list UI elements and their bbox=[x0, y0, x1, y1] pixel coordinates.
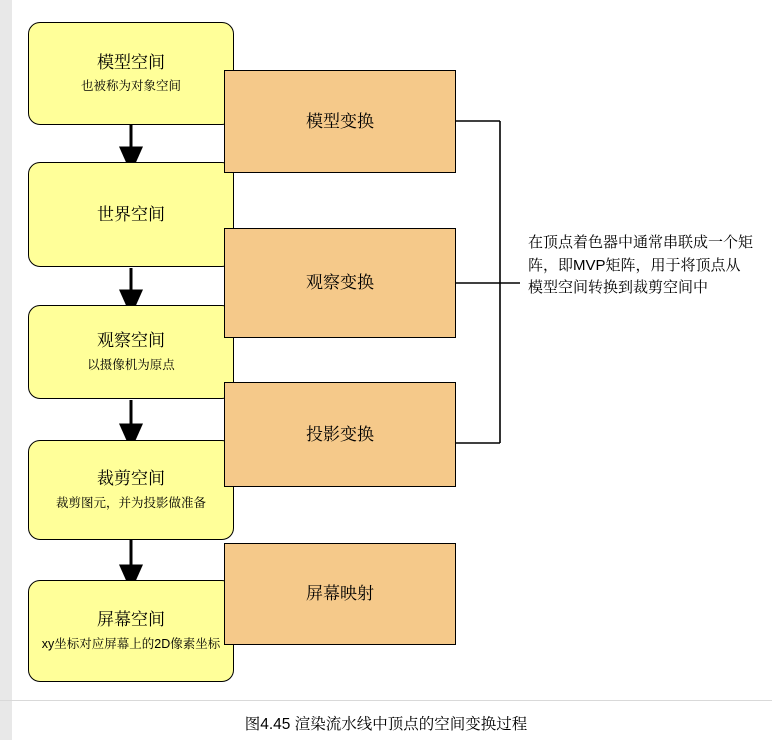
node-title: 屏幕映射 bbox=[306, 584, 374, 604]
node-title: 屏幕空间 bbox=[97, 610, 165, 630]
caption-divider bbox=[0, 700, 772, 701]
node-model-space bbox=[28, 22, 234, 125]
node-title: 模型空间 bbox=[97, 52, 165, 72]
left-edge-band bbox=[0, 0, 12, 740]
node-projection-transform bbox=[224, 382, 456, 487]
node-screen-mapping bbox=[224, 543, 456, 645]
node-clip-space bbox=[28, 440, 234, 540]
node-subtitle: 也被称为对象空间 bbox=[80, 79, 181, 94]
node-view-transform bbox=[224, 228, 456, 338]
figure-caption: 图4.45 渲染流水线中顶点的空间变换过程 bbox=[244, 716, 528, 733]
node-title: 观察变换 bbox=[306, 273, 374, 293]
node-title: 投影变换 bbox=[306, 424, 374, 444]
node-title: 观察空间 bbox=[97, 331, 165, 351]
node-subtitle: 以摄像机为原点 bbox=[87, 357, 175, 372]
node-title: 模型变换 bbox=[306, 111, 374, 131]
node-world-space bbox=[28, 162, 234, 267]
node-title: 裁剪空间 bbox=[97, 469, 165, 489]
node-model-transform bbox=[224, 70, 456, 173]
node-view-space bbox=[28, 305, 234, 399]
node-subtitle: 裁剪图元，并为投影做准备 bbox=[55, 495, 206, 510]
mvp-annotation: 在顶点着色器中通常串联成一个矩阵，即MVP矩阵，用于将顶点从模型空间转换到裁剪空间中 bbox=[528, 234, 754, 296]
node-screen-space bbox=[28, 580, 234, 682]
node-title: 世界空间 bbox=[97, 204, 165, 224]
node-subtitle: xy坐标对应屏幕上的2D像素坐标 bbox=[41, 636, 221, 651]
